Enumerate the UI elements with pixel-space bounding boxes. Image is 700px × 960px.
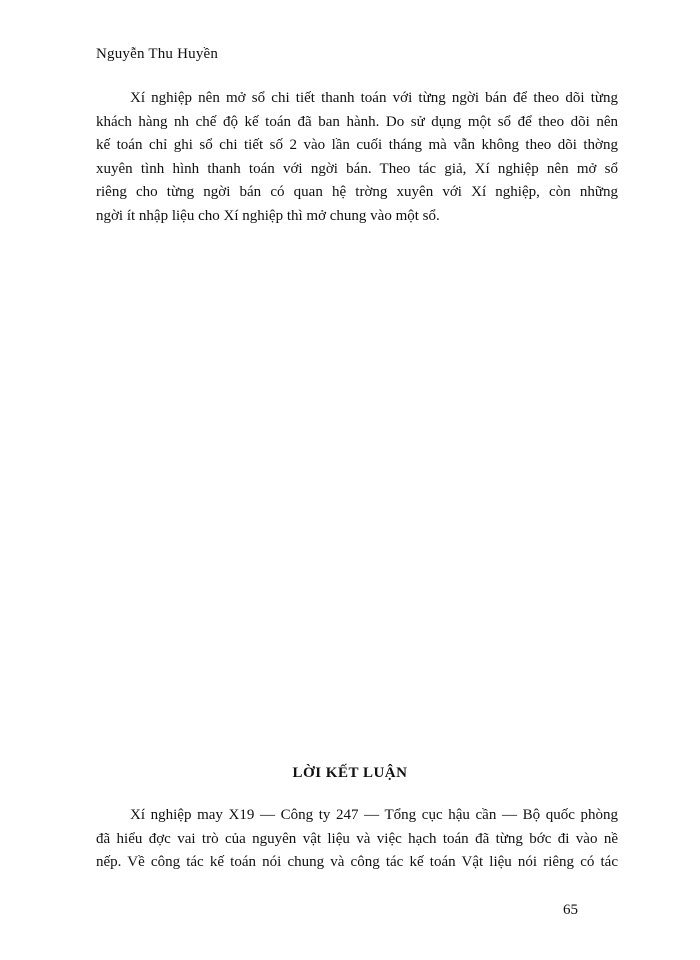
- conclusion-heading: LỜI KẾT LUẬN: [292, 765, 408, 781]
- page-number: 65: [563, 902, 578, 918]
- author-header: Nguyễn Thu Huyền: [96, 46, 219, 62]
- text-line: Xí nghiệp nên mở sổ chi tiết thanh toán với từng ngời bán để theo dõi từng: [130, 90, 618, 106]
- text-line: ngời ít nhập liệu cho Xí nghiệp thì mở chung vào một sổ.: [96, 207, 440, 224]
- paragraph-payment-recommendation: [96, 87, 618, 228]
- text-line: riêng cho từng ngời bán có quan hệ trờng xuyên với Xí nghiệp, còn những: [96, 184, 618, 200]
- text-line: xuyên tình hình thanh toán với ngời bán. Theo tác giả, Xí nghiệp nên mở sổ: [96, 160, 618, 177]
- text-line: khách hàng nh chế độ kế toán đã ban hành. Do sử dụng một sổ để theo dõi nên: [96, 113, 618, 130]
- text-line: kế toán chỉ ghi sổ chi tiết số 2 vào lần cuối tháng mà vẫn không theo dõi thờng: [96, 137, 618, 153]
- paragraph-conclusion: [96, 804, 618, 875]
- text-line: nếp. Về công tác kế toán nói chung và công tác kế toán Vật liệu nói riêng có tác: [96, 854, 618, 870]
- text-line: đã hiểu đợc vai trò của nguyên vật liệu và việc hạch toán đã từng bớc đi vào nề: [96, 830, 618, 847]
- text-line: Xí nghiệp may X19 — Công ty 247 — Tổng cục hậu cần — Bộ quốc phòng: [130, 807, 618, 823]
